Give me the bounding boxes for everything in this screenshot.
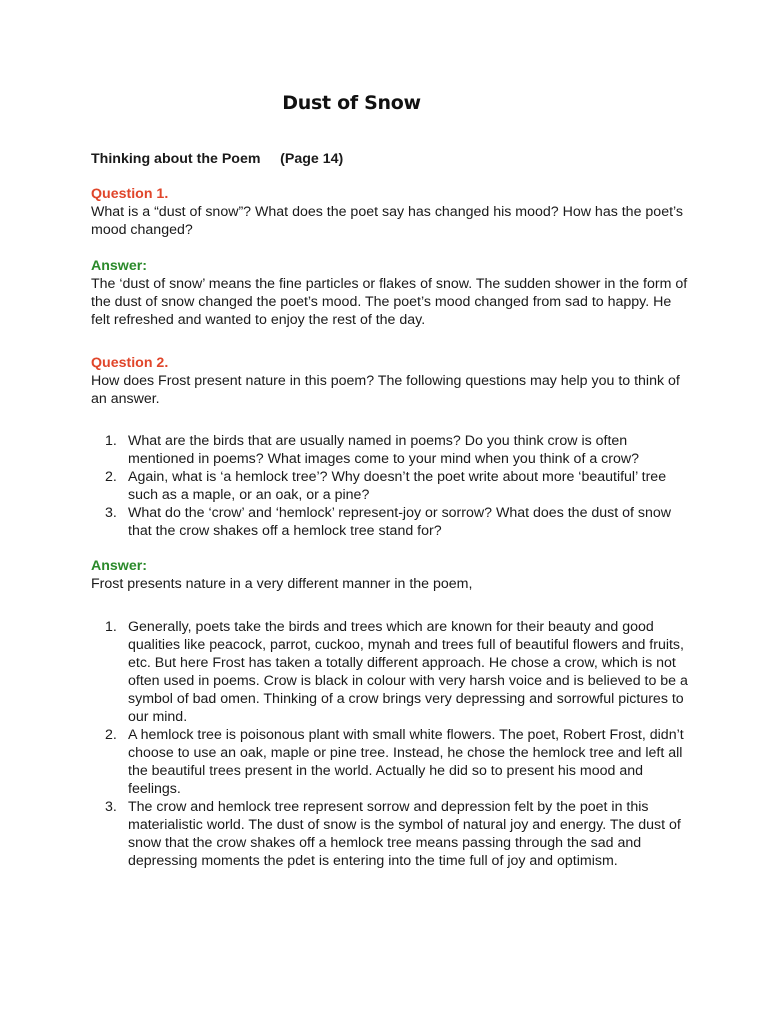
list-item bbox=[91, 798, 691, 870]
answer-2-text: Frost presents nature in a very different manner in the poem, bbox=[91, 576, 473, 592]
question-2-text: How does Frost present nature in this poem? The following questions may help you to think of an answer. bbox=[91, 373, 680, 407]
answer-1-label: Answer: bbox=[91, 258, 147, 274]
question-1-text: What is a “dust of snow”? What does the poet say has changed his mood? How has the poet’s mood changed? bbox=[91, 204, 684, 238]
list-item bbox=[91, 618, 691, 726]
question-1-label: Question 1. bbox=[91, 186, 169, 202]
list-item-number: 2. bbox=[105, 469, 117, 485]
question-2 bbox=[91, 354, 691, 408]
answer-2-label: Answer: bbox=[91, 558, 147, 574]
list-item-text: Generally, poets take the birds and trees which are known for their beauty and good qualities like peacock, parrot, cuckoo, mynah and trees full of beautiful flowers and fruits, etc. But here Frost has taken a totally different approach. He chose a crow, which is not often used in poems. Crow is black in colour with very harsh voice and is believed to be a symbol of bad omen. Thinking of a crow brings very depressing and sorrowful pictures to our mind. bbox=[128, 619, 688, 725]
answer-2-list bbox=[91, 618, 691, 870]
list-item bbox=[91, 468, 691, 504]
list-item-number: 1. bbox=[105, 619, 117, 635]
list-item-number: 2. bbox=[105, 727, 117, 743]
page-title: Dust of Snow bbox=[282, 92, 421, 114]
answer-1-text: The ‘dust of snow’ means the fine particles or flakes of snow. The sudden shower in the form of the dust of snow changed the poet’s mood. The poet’s mood changed from sad to happy. He felt refreshed and wanted to enjoy the rest of the day. bbox=[91, 276, 688, 328]
question-1 bbox=[91, 185, 691, 239]
list-item bbox=[91, 726, 691, 798]
list-item-text: What do the ‘crow’ and ‘hemlock’ represent-joy or sorrow? What does the dust of snow that the crow shakes off a hemlock tree stand for? bbox=[128, 505, 672, 539]
list-item-number: 3. bbox=[105, 799, 117, 815]
list-item-text: A hemlock tree is poisonous plant with small white flowers. The poet, Robert Frost, didn’t choose to use an oak, maple or pine tree. Instead, he chose the hemlock tree and left all the beautiful trees present in the world. Actually he did so to present his mood and feelings. bbox=[128, 727, 684, 797]
list-item-number: 3. bbox=[105, 505, 117, 521]
answer-2 bbox=[91, 557, 691, 593]
list-item-number: 1. bbox=[105, 433, 117, 449]
list-item bbox=[91, 432, 691, 468]
list-item-text: The crow and hemlock tree represent sorrow and depression felt by the poet in this materialistic world. The dust of snow is the symbol of natural joy and energy. The dust of snow that the crow shakes off a hemlock tree means passing through the sad and depressing moments the pdet is entering into the time full of joy and optimism. bbox=[128, 799, 681, 869]
question-2-list bbox=[91, 432, 691, 540]
section-heading: Thinking about the Poem (Page 14) bbox=[91, 151, 344, 167]
list-item bbox=[91, 504, 691, 540]
list-item-text: What are the birds that are usually named in poems? Do you think crow is often mentioned in poems? What images come to your mind when you think of a crow? bbox=[128, 433, 640, 467]
answer-1 bbox=[91, 257, 691, 329]
question-2-label: Question 2. bbox=[91, 355, 169, 371]
list-item-text: Again, what is ‘a hemlock tree’? Why doesn’t the poet write about more ‘beautiful’ tree such as a maple, or an oak, or a pine? bbox=[128, 469, 667, 503]
